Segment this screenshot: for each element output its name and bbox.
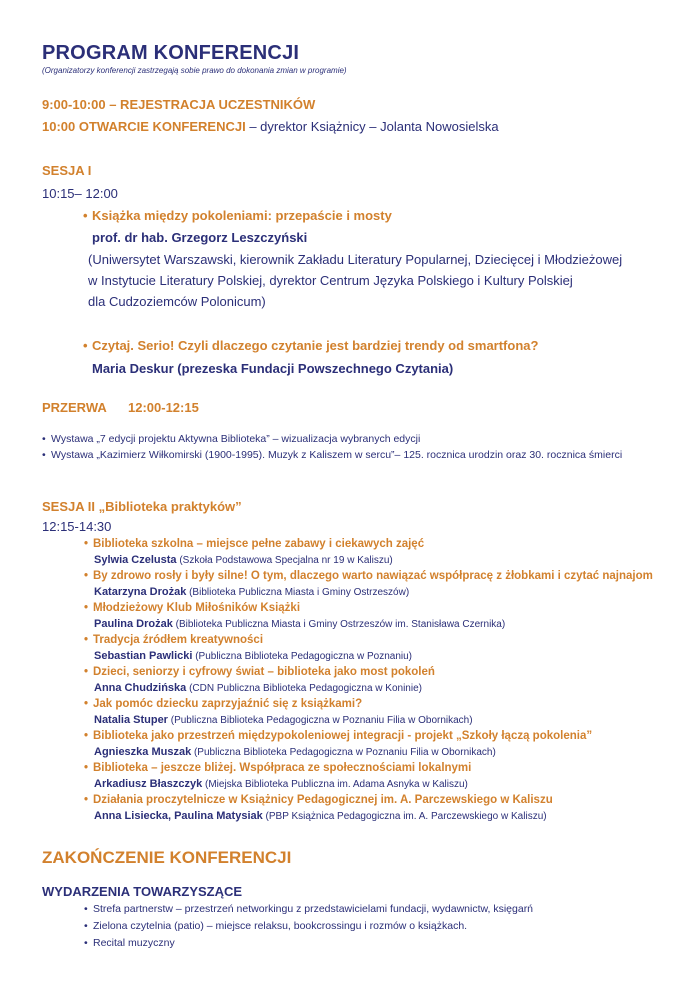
session2-talk-speaker [94,778,468,790]
session2-talk-title: • By zdrowo rosły i były silne! O tym, dlaczego warto nawiązać współpracę z żłobkami i czytać najnajom [84,570,653,582]
speaker-affiliation: (PBP Książnica Pedagogiczna im. A. Parczewskiego w Kaliszu) [262,811,547,822]
bullet-icon: • [84,666,89,678]
opening-rest: – dyrektor Książnicy – Jolanta Nowosielska [245,119,499,134]
event-item: • Zielona czytelnia (patio) – miejsce relaksu, bookcrossingu i rozmów o książkach. [84,920,468,932]
exhibition-item: • Wystawa „7 edycji projektu Aktywna Biblioteka” – wizualizacja wybranych edycji [42,433,421,445]
session1-talk1-speaker: prof. dr hab. Grzegorz Leszczyński [92,230,308,245]
speaker-affiliation: (Publiczna Biblioteka Pedagogiczna w Poznaniu Filia w Obornikach) [167,715,473,726]
disclaimer: (Organizatorzy konferencji zastrzegają sobie prawo do dokonania zmian w programie) [42,66,347,75]
bullet-icon: • [83,208,88,223]
speaker-name: Katarzyna Drożak [94,586,187,598]
session2-talk-speaker [94,554,393,566]
session2-talk-title: • Tradycja źródłem kreatywności [84,634,264,646]
speaker-name: Agnieszka Muszak [94,746,192,758]
session2-time: 12:15-14:30 [42,519,112,534]
bullet-icon: • [84,920,88,932]
bullet-icon: • [84,698,89,710]
session2-talk-speaker [94,714,473,726]
opening-label: 10:00 OTWARCIE KONFERENCJI [42,119,246,134]
events-heading: WYDARZENIA TOWARZYSZĄCE [42,884,243,899]
speaker-affiliation: (Miejska Biblioteka Publiczna im. Adama Asnyka w Kaliszu) [202,779,468,790]
session1-talk2-title: • Czytaj. Serio! Czyli dlaczego czytanie jest bardziej trendy od smartfona? [83,338,539,353]
session2-talk-speaker [94,586,409,598]
event-item: • Strefa partnerstw – przestrzeń networkingu z przedstawicielami fundacji, wydawnictw, księgarń [84,903,534,915]
opening [42,119,499,134]
session2-talk-title: • Biblioteka – jeszcze bliżej. Współpraca ze społecznościami lokalnymi [84,762,472,774]
bullet-icon: • [42,433,46,445]
speaker-affiliation: (Publiczna Biblioteka Pedagogiczna w Poznaniu) [192,651,413,662]
session2-talk-speaker [94,650,412,662]
exhibition-item: • Wystawa „Kazimierz Wiłkomirski (1900-1995). Muzyk z Kaliszem w sercu”– 125. rocznica urodzin oraz 30. rocznica śmierci [42,449,623,461]
session2-talk-title: • Dzieci, seniorzy i cyfrowy świat – biblioteka jako most pokoleń [84,666,435,678]
speaker-affiliation: (Szkoła Podstawowa Specjalna nr 19 w Kaliszu) [176,555,393,566]
speaker-name: Paulina Drożak [94,618,173,630]
registration: 9:00-10:00 – REJESTRACJA UCZESTNIKÓW [42,97,316,112]
session1-talk2-speaker: Maria Deskur (prezeska Fundacji Powszechnego Czytania) [92,361,454,376]
bullet-icon: • [84,602,89,614]
speaker-affiliation: (Publiczna Biblioteka Pedagogiczna w Poznaniu Filia w Obornikach) [191,747,496,758]
bullet-icon: • [42,449,46,461]
speaker-name: Sylwia Czelusta [94,554,177,566]
speaker-name: Sebastian Pawlicki [94,650,193,662]
bullet-icon: • [84,634,89,646]
session1-heading: SESJA I [42,163,92,178]
speaker-name: Arkadiusz Błaszczyk [94,778,203,790]
bullet-icon: • [84,570,89,582]
session1-talk1-title: • Książka między pokoleniami: przepaście i mosty [83,208,392,223]
session2-talk-title: • Biblioteka szkolna – miejsce pełne zabawy i ciekawych zajęć [84,538,425,550]
speaker-name: Anna Lisiecka, Paulina Matysiak [94,810,263,822]
session2-talk-speaker [94,618,505,630]
session2-talk-title: • Działania proczytelnicze w Książnicy Pedagogicznej im. A. Parczewskiego w Kaliszu [84,794,553,806]
bullet-icon: • [84,903,88,915]
session1-talk1-affiliation-3: dla Cudzoziemców Polonicum) [88,294,266,309]
break-label: PRZERWA [42,400,107,415]
bullet-icon: • [83,338,88,353]
session2-talk-speaker [94,682,422,694]
session1-time: 10:15– 12:00 [42,186,118,201]
closing-heading: ZAKOŃCZENIE KONFERENCJI [42,848,292,867]
session1-talk1-affiliation-2: w Instytucie Literatury Polskiej, dyrektor Centrum Języka Polskiego i Kultury Polskiej [88,273,573,288]
page-title: PROGRAM KONFERENCJI [42,42,300,64]
session2-talk-speaker [94,746,496,758]
bullet-icon: • [84,794,89,806]
speaker-name: Anna Chudzińska [94,682,187,694]
session2-heading: SESJA II „Biblioteka praktyków” [42,499,242,514]
session2-talk-title: • Jak pomóc dziecku zaprzyjaźnić się z książkami? [84,698,363,710]
session2-talk-speaker [94,810,547,822]
session2-talk-title: • Młodzieżowy Klub Miłośników Książki [84,602,301,614]
event-item: • Recital muzyczny [84,937,175,949]
bullet-icon: • [84,730,89,742]
speaker-name: Natalia Stuper [94,714,168,726]
speaker-affiliation: (Biblioteka Publiczna Miasta i Gminy Ostrzeszów) [186,587,410,598]
session2-talk-title: • Biblioteka jako przestrzeń międzypokoleniowej integracji - projekt „Szkoły łączą pokolenia” [84,730,593,742]
bullet-icon: • [84,762,89,774]
break-time: 12:00-12:15 [128,400,199,415]
bullet-icon: • [84,937,88,949]
speaker-affiliation: (CDN Publiczna Biblioteka Pedagogiczna w Koninie) [186,683,422,694]
bullet-icon: • [84,538,89,550]
session1-talk1-affiliation-1: (Uniwersytet Warszawski, kierownik Zakładu Literatury Popularnej, Dziecięcej i Młodzieżowej [88,252,623,267]
speaker-affiliation: (Biblioteka Publiczna Miasta i Gminy Ostrzeszów im. Stanisława Czernika) [172,619,506,630]
